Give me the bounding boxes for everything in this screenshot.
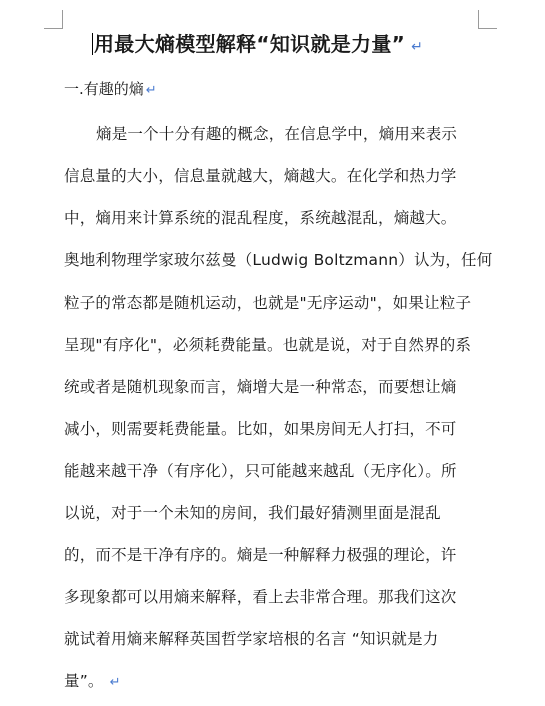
paragraph-mark-icon: ↵ <box>145 83 157 98</box>
paragraph-line-last <box>64 669 121 691</box>
margin-corner-mark-left <box>44 10 63 29</box>
title-text: 用最大熵模型解释“知识就是力量” <box>94 32 406 56</box>
paragraph-mark-icon: ↵ <box>109 675 121 690</box>
paragraph-line: 多现象都可以用熵来解释，看上去非常合理。那我们这次 <box>64 588 457 606</box>
paragraph-line-text: 量”。 <box>64 672 104 690</box>
margin-corner-mark-right <box>478 10 497 29</box>
paragraph-mark-icon: ↵ <box>411 39 424 55</box>
paragraph-line: 粒子的常态都是随机运动，也就是"无序运动"，如果让粒子 <box>64 294 472 312</box>
paragraph-line: 熵是一个十分有趣的概念，在信息学中，熵用来表示 <box>96 125 458 143</box>
section-heading[interactable] <box>64 78 157 99</box>
paragraph-line: 以说，对于一个未知的房间，我们最好猜测里面是混乱 <box>64 504 441 522</box>
paragraph-line: 奥地利物理学家玻尔兹曼（Ludwig Boltzmann）认为，任何 <box>64 251 493 269</box>
paragraph-line: 中，熵用来计算系统的混乱程度，系统越混乱，熵越大。 <box>64 209 457 227</box>
paragraph-line: 信息量的大小，信息量就越大，熵越大。在化学和热力学 <box>64 167 457 185</box>
paragraph-line: 能越来越干净（有序化），只可能越来越乱（无序化）。所 <box>64 462 457 480</box>
document-title[interactable] <box>92 28 472 57</box>
paragraph-line: 呈现"有序化"，必须耗费能量。也就是说，对于自然界的系 <box>64 336 472 354</box>
text-cursor <box>92 33 93 55</box>
section-heading-text: 一.有趣的熵 <box>64 80 144 98</box>
paragraph-line: 就试着用熵来解释英国哲学家培根的名言 “知识就是力 <box>64 630 439 648</box>
paragraph-line: 的，而不是干净有序的。熵是一种解释力极强的理论，许 <box>64 546 457 564</box>
paragraph-line: 统或者是随机现象而言，熵增大是一种常态，而要想让熵 <box>64 378 457 396</box>
paragraph-line: 减小，则需要耗费能量。比如，如果房间无人打扫，不可 <box>64 420 457 438</box>
